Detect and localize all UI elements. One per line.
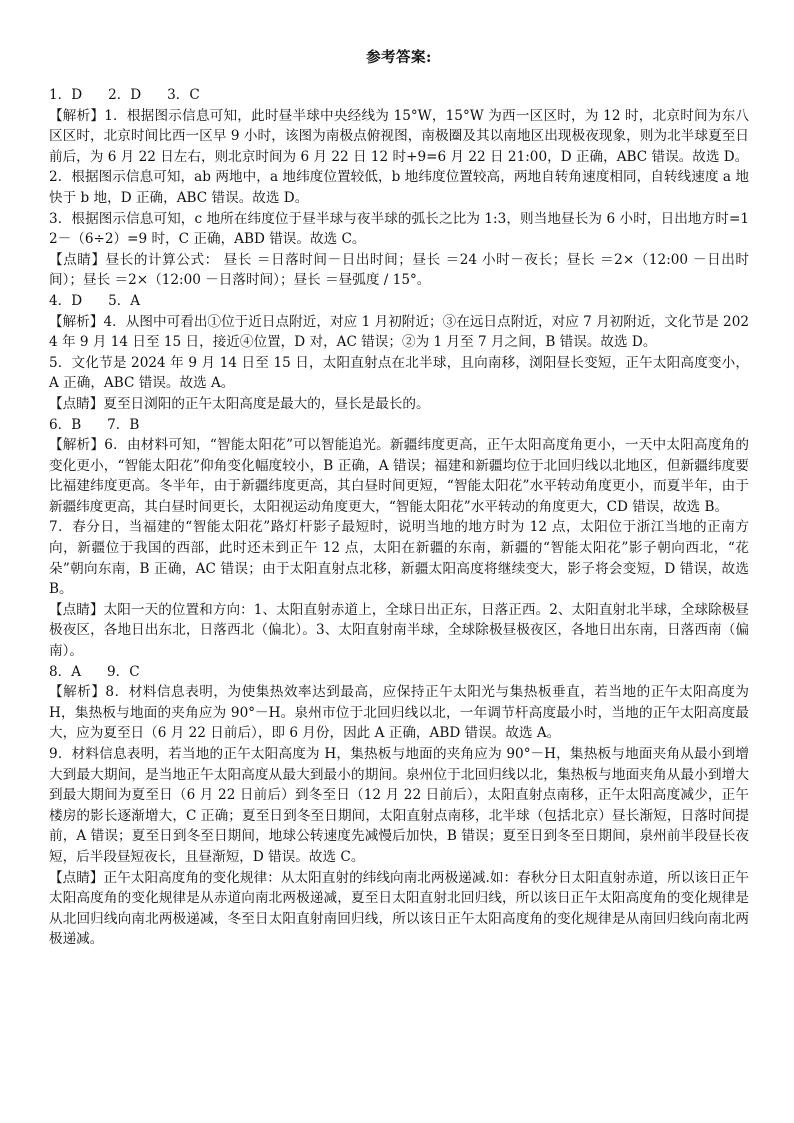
tip-summer-solstice: 【点睛】夏至日浏阳的正午太阳高度是最大的，昼长是最长的。 <box>49 395 430 412</box>
answer-line-4-5: 4．D 5．A <box>49 292 141 309</box>
analysis-q9: 9．材料信息表明，若当地的正午太阳高度为 H，集热板与地面的夹角应为 90°－H，集热板与地面夹角从最小到增大到最大期间，是当地正午太阳高度从最大到最小的期间。泉州位于北回归线以北，集热板与地面夹角从最小到增大到最大期间为夏至日（6 月 22 日前后）到冬至日（12 月 22 日前后），太阳直射点南移，正午太阳高度减少，正午楼房的影长逐渐增大，C 正确；夏至日到冬至日期间，太阳直射点南移，北半球（包括北京）昼长渐短，日落时间提前，A 错误；夏至日到冬至日期间，地球公转速度先减慢后加快，B 错误；夏至日到冬至日期间，泉州前半段昼长夜短，后半段昼短夜长，且昼渐短，D 错误。故选 C。 <box>49 746 749 865</box>
analysis-q8: 【解析】8．材料信息表明，为使集热效率达到最高，应保持正午太阳光与集热板垂直，若当地的正午太阳高度为 H，集热板与地面的夹角应为 90°－H。泉州市位于北回归线以北，一年调节杆高度最小时，当地的正午太阳高度最大，应为夏至日（6 月 22 日前后），即 6 月份，因此 A 正确，ABD 错误。故选 A。 <box>49 684 749 742</box>
answer-line-8-9: 8．A 9．C <box>49 663 140 680</box>
page-title: 参考答案: <box>366 49 432 66</box>
analysis-q2: 2．根据图示信息可知，ab 两地中，a 地纬度位置较低，b 地纬度位置较高，两地自转角速度相同，自转线速度 a 地快于 b 地，D 正确，ABC 错误。故选 D。 <box>49 169 749 206</box>
tip-day-length: 【点睛】昼长的计算公式： 昼长 ＝日落时间－日出时间；昼长 ＝24 小时－夜长；昼长 ＝2×（12:00 －日出时间）；昼长 ＝2×（12:00 －日落时间）；昼长 ＝昼弧度 / 15°。 <box>49 251 749 289</box>
analysis-q7: 7．春分日，当福建的“智能太阳花”路灯杆影子最短时，说明当地的地方时为 12 点，太阳位于浙江当地的正南方向，新疆位于我国的西部，此时还未到正午 12 点，太阳在新疆的东南，新疆的“智能太阳花”影子朝向西北，“花朵”朝向东南，B 正确，AC 错误；由于太阳直射点北移，新疆太阳高度将继续变大，影子将会变短，D 错误，故选 B。 <box>49 519 749 598</box>
analysis-q6: 【解析】6．由材料可知，“智能太阳花”可以智能追光。新疆纬度更高，正午太阳高度角更小，一天中太阳高度角的变化更小，“智能太阳花”仰角变化幅度较小，B 正确，A 错误；福建和新疆均位于北回归线以北地区，但新疆纬度要比福建纬度更高。冬半年，由于新疆纬度更高，其白昼时间更短，“智能太阳花”水平转动角度更小，而夏半年，由于新疆纬度更高，其白昼时间更长，太阳视运动角度更大，“智能太阳花”水平转动的角度更大，CD 错误，故选 B。 <box>49 437 749 515</box>
analysis-q5: 5．文化节是 2024 年 9 月 14 日至 15 日，太阳直射点在北半球，且向南移，浏阳昼长变短，正午太阳高度变小，A 正确，ABC 错误。故选 A。 <box>49 354 749 392</box>
analysis-q4: 【解析】4．从图中可看出①位于近日点附近，对应 1 月初附近；③在远日点附近，对应 7 月初附近，文化节是 2024 年 9 月 14 日至 15 日，接近④位置，D 对，AC 错误；②为 1 月至 7 月之间，B 错误。故选 D。 <box>49 313 749 351</box>
answer-line-6-7: 6．B 7．B <box>49 416 140 433</box>
analysis-q1: 【解析】1．根据图示信息可知，此时昼半球中央经线为 15°W，15°W 为西一区区时，为 12 时，北京时间为东八区区时，北京时间比西一区早 9 小时，该图为南极点俯视图，南极圈及其以南地区出现极夜现象，则为北半球夏至日前后，为 6 月 22 日左右，则北京时间为 6 月 22 日 12 时+9=6 月 22 日 21:00，D 正确，ABC 错误。故选 D。 <box>49 107 749 165</box>
analysis-q3: 3．根据图示信息可知，c 地所在纬度位于昼半球与夜半球的弧长之比为 1:3，则当地昼长为 6 小时，日出地方时=12－（6÷2）=9 时，C 正确，ABD 错误。故选 C。 <box>49 210 749 248</box>
tip-noon-sun-angle: 【点睛】正午太阳高度角的变化规律：从太阳直射的纬线向南北两极递减.如：春秋分日太阳直射赤道，所以该日正午太阳高度角的变化规律是从赤道向南北两极递减，夏至日太阳直射北回归线，所以该日正午太阳高度角的变化规律是从北回归线向南北两极递减，冬至日太阳直射南回归线，所以该日正午太阳高度角的变化规律是从南回归线向南北两极递减。 <box>49 869 749 948</box>
tip-sun-direction: 【点睛】太阳一天的位置和方向：1、太阳直射赤道上，全球日出正东，日落正西。2、太阳直射北半球，全球除极昼极夜区，各地日出东北，日落西北（偏北）。3、太阳直射南半球，全球除极昼极夜区，各地日出东南，日落西南（偏南）。 <box>49 601 749 660</box>
answer-line-1-3: 1．D 2．D 3．C <box>49 87 200 103</box>
document-page <box>49 46 749 950</box>
